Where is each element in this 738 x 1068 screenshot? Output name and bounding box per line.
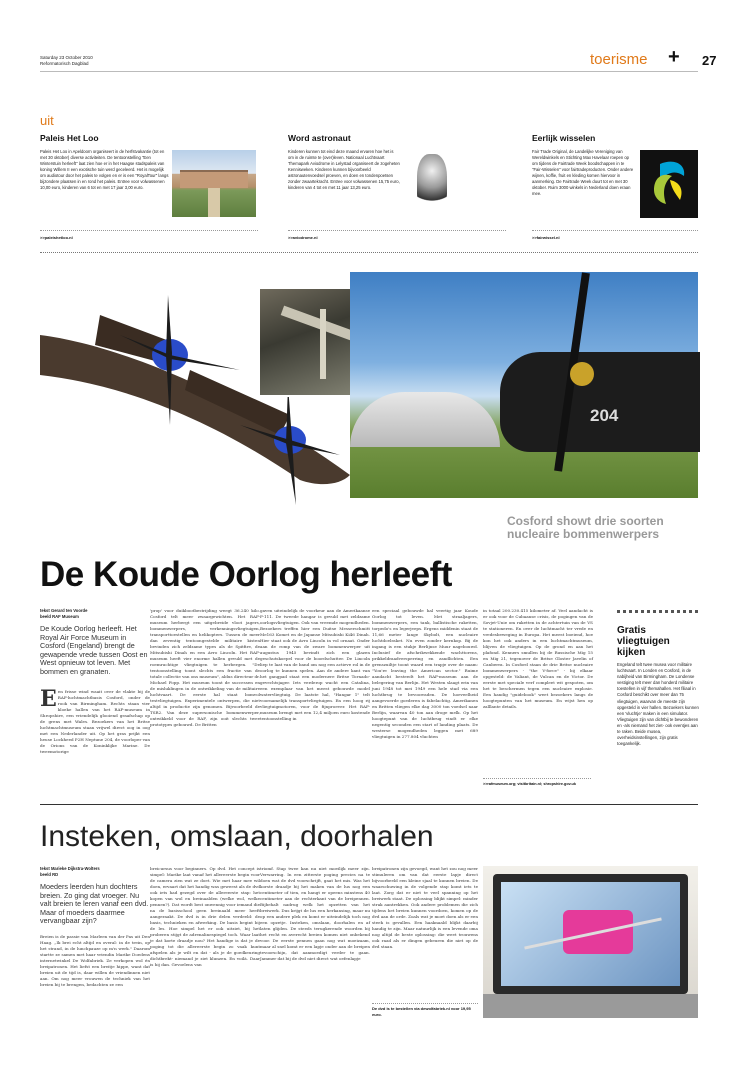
article1-col3: gaven uiteindelijk de voorkeur aan de Amerikaanse F-111. De tweede hangar is gevuld met zeldzame oorlogsvliegtuigen. Ook van vreemde mogendheden. Bezoekers treffen hier een Duitse Messerschmitt Me163 Komet en de Japanse Mitsubishi Ki46 Dinah. Hier staat ook de Avro Lincoln in vol ornaat. Onder aan de romp van de zware bommenwerper uit augustus 1945 bevindt zich een glazen geschutskoepel voor de boordschutter. De Lincoln liep te laat van de band om nog een actieve rol in de oorlog te kunnen spelen. Aan de andere kant van het gangpad staat een modernere Britse Tornado-gevechtsjager. Iets verderop wacht een Catalina, een exemplaar van het meest gebouwde model watervliegtuig. De laatste hal, "Hangar 1" telt voornamelijk transportvliegtuigen. En een hoog rij vliegtuigmotoren, voor de fijnproever. Het RAF-museum brengt met een 12,4 miljoen euro kostende tentoonstelling in bbox=[260, 608, 370, 721]
masthead-dateline bbox=[40, 55, 93, 67]
uit-item-title: Eerlijk wisselen bbox=[532, 133, 596, 143]
palace-path-shape bbox=[208, 188, 220, 217]
uit-item-body: Fair Trade Original, de Landelijke Vereniging van Wereldwinkels en Stichting Max Havelaar roepen op om tijdens de Fairtrade Week boodschappen in te "Fair-Wisselen" voor fairtradeproducten. Onder andere wijnen, koffie, fruit en kleding komen hiervoor in aanmerking. De Fairtrade Week duurt tot en met 30 oktober. Ruim 3000 winkels in Nederland doen eraan mee. bbox=[532, 149, 634, 196]
article1-links[interactable]: >>rafmuseum.org; visitbritain.nl; shropshire.gov.uk bbox=[483, 782, 576, 786]
article1-col2: 'prop' voor duikbootbestrijding weegt 36.240 kilo. Cosford telt meer zwaargewichten. Het RAF-museum herbergt een uitgebreide vloot jagers, bommenwerpers, verkenningsvliegtuigen, transporttoestellen en helikopters. Tussen de meer dan zeventig tentoongestelde militaire kisten bevinden zich zeldzame types als de Spitfire, de Mitsubishi Dinah en een Avro Lincoln. Het RAF-museum heeft vier enorme hallen gevuld met de roemruchtige vliegtuigen te herbergen. "De tentoonstelling toont slechts een fractie van de totale collectie van ons museum", aldus directeur dr. Michael Fopp. Het museum toont de successen en de misluklingen in de ontwikkeling van de militaire luchtvaart. De eerste hal staat bomvol testvliegtuigen. Experimentele ontwerpen, die niet altijd in productie zijn genomen. Bijvoorbeeld de TSR2. Van deze supersonische bommenwerper, ontwikkeld voor de RAF, zijn ooit slechts twee prototypes gebouwd. De Britten bbox=[150, 608, 260, 727]
uit-label: uit bbox=[40, 113, 54, 128]
sidebar-title: Gratis vliegtuigen kijken bbox=[617, 625, 670, 658]
uit-item-body: Kinderen kunnen tot eind deze maand ervaren hoe het is om in de ruimte te (over)leven. Nationaal Luchtvaart Themapark Aviodrome in Lelystad organiseert de zogeheten Kennisweken. Kinderen kunnen bijvoorbeeld astronautenvoedsel proeven, en doen en tondenpoetsen zonder zwaartekracht. Entree voor volwassenen 15,75 euro, kinderen van 4 tot en met 11 jaar 13,25 euro. bbox=[288, 149, 400, 190]
astronaut-figure-shape bbox=[417, 154, 447, 210]
article2-intro: Moeders leerden hun dochters breien. Zo ging dat vroeger. Nu valt breien te leren vanaf een dvd. Maar of moeders daarmee vervangbaar zijn? bbox=[40, 882, 149, 926]
aircraft-number: 204 bbox=[590, 406, 619, 425]
neptune-spinner-shape bbox=[570, 362, 594, 386]
article2-headline: Insteken, omslaan, doorhalen bbox=[40, 820, 434, 853]
byline-photo: beeld RAF Museum bbox=[40, 613, 79, 619]
hangar-building-shape bbox=[350, 392, 500, 447]
link-rule bbox=[372, 1003, 478, 1004]
byline-text: tekst Gerard ten Voorde bbox=[40, 608, 88, 613]
issue-date: Saturday 23 October 2010 bbox=[40, 55, 93, 60]
article1-col5: in totaal 200.230.415 kilometer af. Veel aandacht is er ook voor de Cubaanse crisis, de pogingen van de Sovjet-Unie om raketten in de achtertuin van de VS te stationeren. En over de luchtmacht ter vrede en vredesbeweging in Europa. Het meest boeiend, hoe kon het ook anders in een luchtmachtmuseum, blijven de vliegtuigen. Op de grond en aan het plafond. Kenners smullen bij de Russische Mig 15 en Mig 21, tegenover de Britse Gloster Javelin of Canberra. In Cosford staan de drie Britse nucleaire bommenwerpers - "the V-force" - bij elkaar opgesteld: de Valiant, de Vulcan en de Victor. De eerste met speciale verf compleet wit gespoten, om het te beschermen tegen een nucleaire explosie. Een handig "guidebook" weet bezoekers langs de hoogtepunten van het museum. En wijst hen op zalllante details. bbox=[483, 608, 593, 709]
article1-col1 bbox=[40, 608, 150, 755]
page-number: 27 bbox=[702, 53, 717, 68]
uit-item-body: Paleis Het Loo in Apeldoorn organiseert in de herfstvakantie (tot en met 30 oktober) diverse activiteiten. De tentoonstelling "Een Winterstuin herleeft" laat zien hoe er in het Haagse stadspaleis van koning Willem II een exotische tuin werd geceleerd. Het is mogelijk om audiotour door het paleis te volgen en er is een "RoyalTour" langs bijzondere plaatsen in en rond het paleis. Entree voor volwassenen 10,00 euro, kinderen van 6 tot en met 17 jaar 3,00 euro. bbox=[40, 149, 169, 190]
uit-rule bbox=[532, 230, 698, 231]
section-title: toerisme bbox=[590, 51, 648, 68]
uit-item-fairtrade bbox=[532, 133, 732, 197]
article2-col2: breicursus voor beginners. Op dvd. Het concept is simpel: Marike laat vanaf het allereerste begin voor de camera zien wat ze doet. Wie met haar mee wil doen, ervaart dat het handig was geweest als de dvd ook iets had gezegd over de allereerste stap: het kopen van wol en breinaalden (welke wol, welke pennen?). Dat wordt best onwennig voor iemand die na de basisschool geen breinaald meer heeft aangeraakt. De dvd is in drie delen verdeeld: de basis, technieken en afwerking. De basis begint bij de les. Hoe simpel het er ook uitziet, bij het proberen stijgt de adrenalinespiegel toch. Waar laat je dat korte draadje nou? Het handige is dat je de poging tot die allereerste begin zo vaak kunt afspelen als je wilt en dat - als je de goedkeuring dichtbrekt- niemand je ziet klunzen. En voilà. Daar is hij dan. Gevoelens van bbox=[150, 866, 260, 967]
uit-link-aviodrome[interactable]: >>aviodrome.nl bbox=[288, 235, 318, 240]
plus-icon: + bbox=[668, 46, 680, 68]
neptune-fuselage-shape bbox=[500, 352, 700, 452]
article2-body: Breien is de passie van Marleen van der Pas uit Den Haag. „Ik brei echt altijd en overal: in de trein, op het strand, in de lunchpauze op m'n werk." Daarom startte ze samen met haar vriendin Marike Doedens internetwinkel De Wolfabriek. Ze verkopen wol én breipatronen. Het liefst een breitje hippe, want dat breien uit de tijd is, daar willen de vriendinnen niet aan. Om nog meer vrouwen de techniek van het breien bij te brengen, bedachten ze een bbox=[40, 933, 150, 987]
byline-text: tekst Marieke Dijkstra-Wolters bbox=[40, 866, 100, 871]
drop-cap: E bbox=[40, 685, 57, 712]
article-intro: De Koude Oorlog herleeft. Het Royal Air Force Museum in Cosford (Engeland) brengt de gewapende vrede tussen Oost en West opnieuw tot leven. Met bommen en granaten. bbox=[40, 624, 148, 676]
hangar-aircraft-shape bbox=[320, 309, 326, 379]
header-rule bbox=[40, 71, 698, 72]
knitting-photo bbox=[483, 866, 698, 1018]
uit-item-title: Word astronaut bbox=[288, 133, 351, 143]
uit-item-astronaut bbox=[288, 133, 498, 191]
uit-link-fairwissel[interactable]: >>fairwissel.nl bbox=[532, 235, 560, 240]
article-headline: De Koude Oorlog herleeft bbox=[40, 555, 452, 594]
article-body: Een frisse wind waait over de vlakte bij de RAF-luchtmachtbasis Cosford, onder de rook van Birmingham. Rechts staan vier kloeke hallen van het RAF-museum in Shropshire, een vriendelijk glooiend graafschap op de grens met Wales. Bezoekers van het Britse luchtmachtmuseum staan vrijwel direct oog in oog met een Nederlander uit. Op het gras prijkt een heuse Lockheed P2H Neptune 204, de voorloper van de Orions van de Koninklijke Marine. De tweemotorige bbox=[40, 685, 150, 754]
article2-col4: breipatronen zijn gevoegd, want het zou nog meer stimuleren om van dat eerste lapje direct bijvoorbeeld een kleine sjaal te kunnen breien. De waarschuwing in de volgende stap komt iets te laat. Zorg dat er niet te veel spanning op het breiwerk staat. De oplossing blijkt simpel: minder strak aantrekken. Ook andere problemen die zich tijdens het breien kunnen voordoen, komen op de dvd aan de orde. Zoals wat je moet doen als er een steek is gevallen. Een haaknaald blijkt daarbij handig te zijn. Maar natuurlijk is een levende oma nog altijd de beste oplossing: die weet trouwens ook raad als er dingen gebeuren die niet op de dvd staan. bbox=[372, 866, 478, 949]
article2-col1 bbox=[40, 866, 150, 988]
link-rule bbox=[483, 778, 591, 779]
section-divider bbox=[40, 804, 698, 805]
photo-caption: Cosford showt drie soorten nucleaire bommenwerpers bbox=[507, 514, 664, 541]
dvd-order-link[interactable]: De dvd is te bestellen via dewolfabriek.nl voor 19,95 euro. bbox=[372, 1006, 471, 1017]
uit-rule bbox=[288, 230, 506, 231]
article1-col4: een speciaal gebouwde hal veertig jaar Koude Oorlog tot leven. Met straaljagers, bommenwerpers, een tank, ballistische raketten, torpedo's en legerjeeps. Ergens middenin staat de 11,66 meter lange Skybolt, een nucleaire luchtdoelraket. Nu even zonder kernkop. Bij de ingang is een stukje Berlijnse Muur nagebouwd. Inclusief de afschrikwekkende wachttorens, prikkeldraadversperring en zandlichten. Een grenszuiltje toont waard een trapje over de naam: "You're leaving the American sector." Ruime aandacht besteedt het RAF-museum aan de belegering van Berlijn. Het Westen slaagt erin van juni 1948 tot mei 1949 een hele stad via een luchtbrug te bevoorraden. De hoeveelheid aangevoerde goederen is fabelachtig. Amerikanen en Britten vliegen elke dag 3000 ton voedsel naar Berlijn, waarvan 40 ton aan droge melk. Op het hoogtepunt van de luchtbrug vindt er elke negentig seconden een start of landing plaats. De westerse mogendheden leggen met 689 vliegtuigen in 277.804 vluchten bbox=[372, 608, 478, 739]
paper-name: Reformatorisch Dagblad bbox=[40, 61, 89, 66]
palace-photo bbox=[172, 150, 256, 217]
sidebar-rule bbox=[617, 610, 698, 613]
sidebar-body: Engeland telt twee musea voor militaire luchtvaart. In Londen en Cosford, in de nabijheid van Birmingham. De Londense vestiging telt meer dan honderd militaire toestellen in vijf themahallen. Het filiaal in Cosford beschikt over meer dan 75 vliegtuigen, waarvan de meeste zijn opgesteld in vier hallen. Bezoekers kunnen een 'vluchtje' maken in een simulator. Vliegtuigen zijn van dichtbij te bewonderen en -als niemand het ziet- ook eventjes aan te raken. Beide musea, overheidsinstellingen, zijn gratis toegankelijk. bbox=[617, 662, 699, 747]
article2-col3: triomf. Stap twee kan nu niet moeilijk meer zijn. Verwarring. In een zitterste poging precies na te doen wat de dvd voorschrijft, gaat het mis. Was het korste draadje bij het maken van de lus nog een centimeter of tien, en hangt er opeens minstens 40 centimeter aan de rechterkant van de breipennen. Bijbehalt nadrug welk het opzetten van het breiwerk. Dus krijgt de lus een herkansing, maar nu op een andere plek en komt er uiteindelijk toch nog een opzetje. Insteken, omslaan, doorhalen en af laten glijden. De steeds terugkerende woorden bij het recht en averecht breien komen niet onbekend voor. De eerste pennen gaan nog wat moeizaam, maar al snel komt er een lapje onder aan de breipen tevoorschijn, dat aanmoedigt verder te gaan. Jammer dat bij de dvd niet direct wat oefenlapje bbox=[260, 866, 370, 961]
astronaut-photo bbox=[405, 150, 459, 218]
section-divider bbox=[40, 252, 698, 253]
uit-rule bbox=[40, 230, 258, 231]
byline-photo: beeld RD bbox=[40, 871, 59, 877]
neptune-outdoor-photo bbox=[350, 272, 698, 498]
fairtrade-logo bbox=[640, 150, 698, 218]
uit-link-paleis[interactable]: >>paleishetloo.nl bbox=[40, 235, 73, 240]
uit-item-title: Paleis Het Loo bbox=[40, 133, 99, 143]
laptop-screen-shape bbox=[493, 874, 688, 994]
fairtrade-logo-graphic bbox=[640, 150, 698, 218]
laptop-base-shape bbox=[483, 994, 698, 1018]
palace-building-shape bbox=[180, 170, 248, 188]
